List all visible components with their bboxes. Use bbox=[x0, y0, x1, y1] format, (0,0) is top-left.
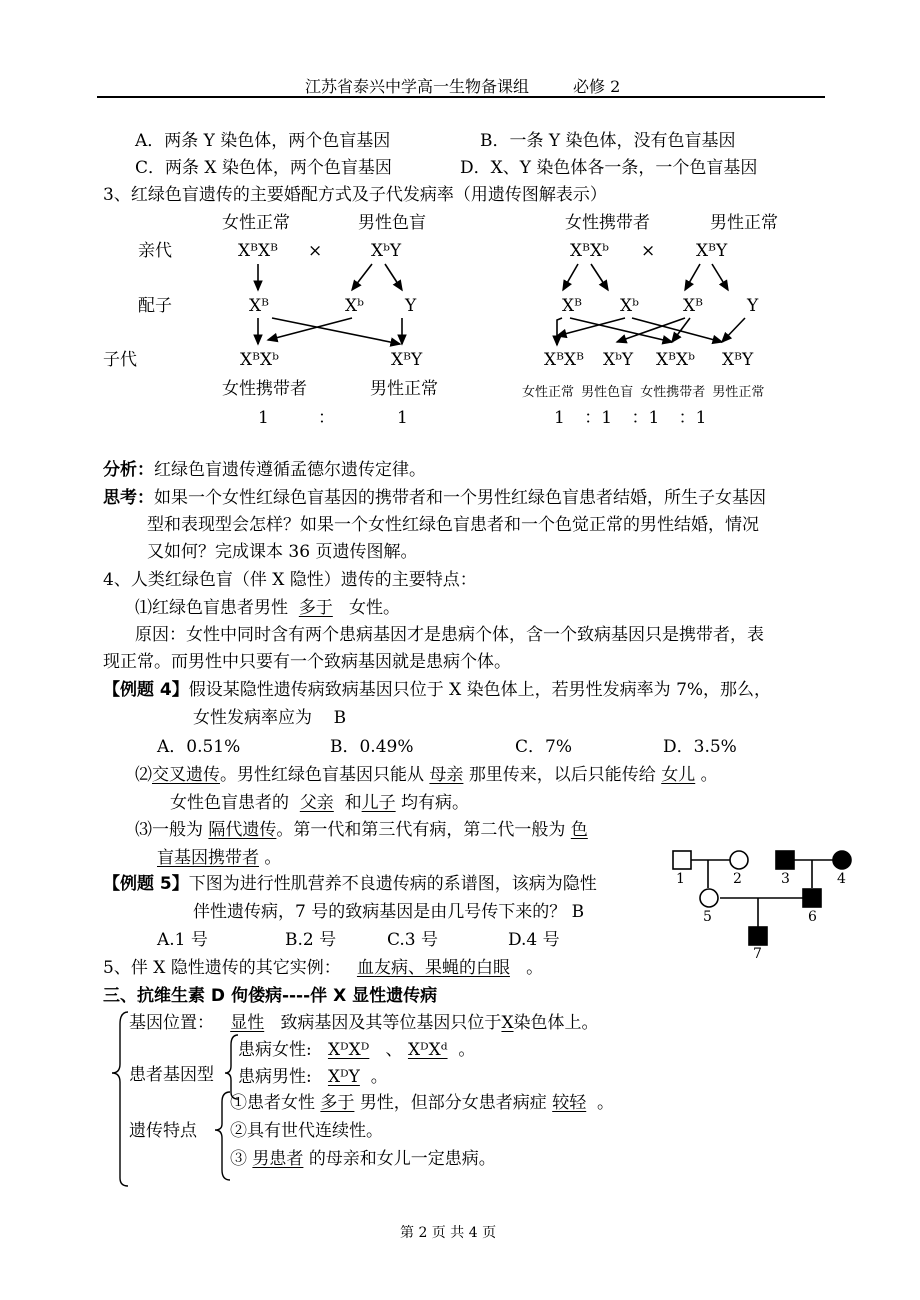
gene-position-x: X bbox=[501, 1013, 514, 1033]
feature1-fill-2: 较轻 bbox=[552, 1093, 587, 1113]
cross2-ratio: 1 ：1 ：1 ：1 bbox=[554, 408, 707, 428]
affected-female-sep: 、 bbox=[385, 1040, 403, 1060]
affected-female-pre: 患病女性: bbox=[238, 1040, 312, 1060]
cross1-gamete-female: Xᴮ bbox=[249, 296, 269, 316]
analysis-label: 分析： bbox=[103, 460, 154, 480]
cross2-offspring-1: XᴮXᴮ bbox=[544, 350, 584, 370]
affected-male-pre: 患病男性: bbox=[238, 1067, 312, 1087]
label-gamete: 配子 bbox=[138, 296, 172, 316]
cross2-gamete-3: Xᴮ bbox=[683, 296, 703, 316]
feature2: ②具有世代连续性。 bbox=[230, 1121, 383, 1141]
think-label: 思考： bbox=[103, 488, 154, 508]
cross2-offspring-4: XᴮY bbox=[722, 350, 754, 370]
point3-post: 。 bbox=[264, 848, 282, 868]
affected-female-post: 。 bbox=[458, 1040, 476, 1060]
affected-female-genotype-2: XᴰXᵈ bbox=[407, 1040, 448, 1060]
example5-text-2: 伴性遗传病，7 号的致病基因是由几号传下来的？ bbox=[193, 902, 567, 922]
section5-post: 。 bbox=[526, 958, 544, 978]
gene-position-fill: 显性 bbox=[230, 1013, 265, 1033]
think-line-1: 如果一个女性红绿色盲基因的携带者和一个男性红绿色盲患者结婚，所生子女基因 bbox=[154, 488, 766, 508]
point3-fill-2b: 盲基因携带者 bbox=[157, 848, 259, 868]
point2-line2-fill-1: 父亲 bbox=[299, 793, 334, 813]
example4-option-c: C．7% bbox=[515, 737, 572, 757]
point2-mid-2: 那里传来，以后只能传给 bbox=[468, 765, 656, 785]
affected-male-genotype: XᴰY bbox=[327, 1067, 360, 1087]
example5-option-d: D.4 号 bbox=[508, 930, 560, 950]
section-three-title: 三、抗维生素 D 佝偻病----伴 X 显性遗传病 bbox=[103, 986, 438, 1006]
label-offspring: 子代 bbox=[103, 350, 137, 370]
feature3-post: 的母亲和女儿一定患病。 bbox=[308, 1149, 496, 1169]
option-a: A．两条 Y 染色体，两个色盲基因 bbox=[135, 131, 391, 151]
pedigree-number-7: 7 bbox=[753, 946, 762, 962]
example5-option-a: A.1 号 bbox=[157, 930, 208, 950]
header-title: 江苏省泰兴中学高一生物备课组 bbox=[305, 77, 530, 96]
point3-fill-1: 隔代遗传 bbox=[208, 820, 277, 840]
feature1-pre: ①患者女性 bbox=[230, 1093, 315, 1113]
option-c: C．两条 X 染色体，两个色盲基因 bbox=[135, 158, 392, 178]
header-module: 必修 2 bbox=[573, 77, 621, 96]
reason-line-1: 原因：女性中同时含有两个患病基因才是患病个体，含一个致病基因只是携带者，表 bbox=[135, 625, 764, 645]
pedigree-number-1: 1 bbox=[676, 871, 685, 887]
point3-fill-2a: 色 bbox=[570, 820, 588, 840]
point1-fill: 多于 bbox=[298, 598, 333, 618]
page-footer: 第 2 页 共 4 页 bbox=[400, 1225, 497, 1241]
cross1-offspring-2: XᴮY bbox=[391, 350, 423, 370]
cross2-offspring-3: XᴮXᵇ bbox=[656, 350, 695, 370]
gene-position-mid: 致病基因及其等位基因只位于 bbox=[280, 1013, 502, 1033]
point2-post: 。 bbox=[700, 765, 718, 785]
section5-fill: 血友病、果蝇的白眼 bbox=[356, 958, 510, 978]
option-b: B．一条 Y 染色体，没有色盲基因 bbox=[480, 131, 736, 151]
example5-text-1: 下图为进行性肌营养不良遗传病的系谱图，该病为隐性 bbox=[188, 874, 597, 894]
point2-fill-3: 女儿 bbox=[661, 765, 696, 785]
pedigree-number-5: 5 bbox=[703, 909, 712, 925]
cross1-ratio-2: 1 bbox=[397, 408, 408, 428]
example4-answer: B bbox=[333, 708, 347, 728]
option-d: D．X、Y 染色体各一条，一个色盲基因 bbox=[460, 158, 758, 178]
cross2-offspring-labels: 女性正常 男性色盲 女性携带者 男性正常 bbox=[522, 385, 765, 400]
example5-label: 【例题 5】 bbox=[103, 874, 189, 894]
example5-option-b: B.2 号 bbox=[285, 930, 337, 950]
affected-female-genotype-1: XᴰXᴰ bbox=[327, 1040, 370, 1060]
example4-label: 【例题 4】 bbox=[103, 680, 189, 700]
cross2-gamete-4: Y bbox=[747, 296, 759, 316]
inheritance-features-label: 遗传特点 bbox=[129, 1121, 197, 1141]
affected-male-post: 。 bbox=[370, 1067, 388, 1087]
point2-fill-1: 交叉遗传 bbox=[152, 765, 220, 785]
think-line-2: 型和表现型会怎样？如果一个女性红绿色盲患者和一个色觉正常的男性结婚，情况 bbox=[147, 515, 759, 535]
think-line-3: 又如何？完成课本 36 页遗传图解。 bbox=[147, 542, 418, 562]
feature1-post: 。 bbox=[597, 1093, 615, 1113]
example5-answer: B bbox=[571, 902, 585, 922]
cross1-parent-male: XᵇY bbox=[371, 241, 402, 261]
cross2-offspring-2: XᵇY bbox=[603, 350, 634, 370]
point2-line2-post: 均有病。 bbox=[401, 793, 470, 813]
point2-mid-1: 。男性红绿色盲基因只能从 bbox=[220, 765, 424, 785]
point2-line2-pre: 女性色盲患者的 bbox=[170, 793, 289, 813]
cross1-gamete-male-x: Xᵇ bbox=[345, 296, 364, 316]
gene-position-post: 染色体上。 bbox=[513, 1013, 599, 1033]
example4-option-a: A．0.51% bbox=[157, 737, 241, 757]
example4-option-b: B．0.49% bbox=[330, 737, 414, 757]
point1-pre: ⑴红绿色盲患者男性 bbox=[135, 598, 288, 618]
point2-pre: ⑵ bbox=[135, 765, 152, 785]
cross2-gamete-2: Xᵇ bbox=[620, 296, 639, 316]
point3-mid: 。第一代和第三代有病，第二代一般为 bbox=[276, 820, 566, 840]
cross2-cross-sign: × bbox=[641, 241, 656, 261]
cross2-parent-male: XᴮY bbox=[696, 241, 728, 261]
point3-pre: ⑶一般为 bbox=[135, 820, 203, 840]
point2-line2-fill-2: 儿子 bbox=[361, 793, 396, 813]
point2-fill-2: 母亲 bbox=[429, 765, 464, 785]
label-parent: 亲代 bbox=[138, 241, 172, 261]
example4-option-d: D．3.5% bbox=[663, 737, 737, 757]
cross1-offspring-2-label: 男性正常 bbox=[370, 379, 438, 399]
cross1-offspring-1-label: 女性携带者 bbox=[222, 379, 307, 399]
pedigree-number-6: 6 bbox=[808, 909, 817, 925]
cross1-cross-sign: × bbox=[308, 241, 323, 261]
cross1-gamete-male-y: Y bbox=[405, 296, 417, 316]
gene-position-label: 基因位置： bbox=[129, 1013, 214, 1033]
cross1-offspring-1: XᴮXᵇ bbox=[240, 350, 279, 370]
feature1-fill-1: 多于 bbox=[320, 1093, 355, 1113]
pedigree-number-4: 4 bbox=[837, 871, 846, 887]
cross1-ratio-sep: ： bbox=[318, 408, 335, 428]
cross1-male-label: 男性色盲 bbox=[358, 213, 426, 233]
cross2-gamete-1: Xᴮ bbox=[562, 296, 582, 316]
section5-pre: 5、伴 X 隐性遗传的其它实例： bbox=[103, 958, 341, 978]
analysis-text: 红绿色盲遗传遵循孟德尔遗传定律。 bbox=[154, 460, 426, 480]
example4-text-1: 假设某隐性遗传病致病基因只位于 X 染色体上，若男性发病率为 7%，那么， bbox=[188, 680, 772, 700]
cross2-male-label: 男性正常 bbox=[710, 213, 778, 233]
cross1-parent-female: XᴮXᴮ bbox=[238, 241, 278, 261]
patient-genotype-label: 患者基因型 bbox=[129, 1065, 214, 1085]
feature3-pre: ③ bbox=[230, 1149, 247, 1169]
reason-line-2: 现正常。而男性中只要有一个致病基因就是患病个体。 bbox=[103, 652, 511, 672]
cross1-female-label: 女性正常 bbox=[222, 213, 290, 233]
feature3-fill: 男患者 bbox=[252, 1149, 304, 1169]
cross2-parent-female: XᴮXᵇ bbox=[570, 241, 609, 261]
section3-title: 3、红绿色盲遗传的主要婚配方式及子代发病率（用遗传图解表示） bbox=[103, 185, 607, 205]
example5-option-c: C.3 号 bbox=[387, 930, 439, 950]
section4-title: 4、人类红绿色盲（伴 X 隐性）遗传的主要特点： bbox=[103, 570, 477, 590]
pedigree-number-2: 2 bbox=[733, 871, 742, 887]
pedigree-number-3: 3 bbox=[781, 871, 790, 887]
point1-post: 女性。 bbox=[349, 598, 401, 618]
example4-text-2: 女性发病率应为 bbox=[193, 708, 312, 728]
feature1-mid: 男性，但部分女患者病症 bbox=[359, 1093, 547, 1113]
point2-line2-mid: 和 bbox=[344, 793, 362, 813]
cross1-ratio-1: 1 bbox=[258, 408, 269, 428]
cross2-female-label: 女性携带者 bbox=[565, 213, 650, 233]
